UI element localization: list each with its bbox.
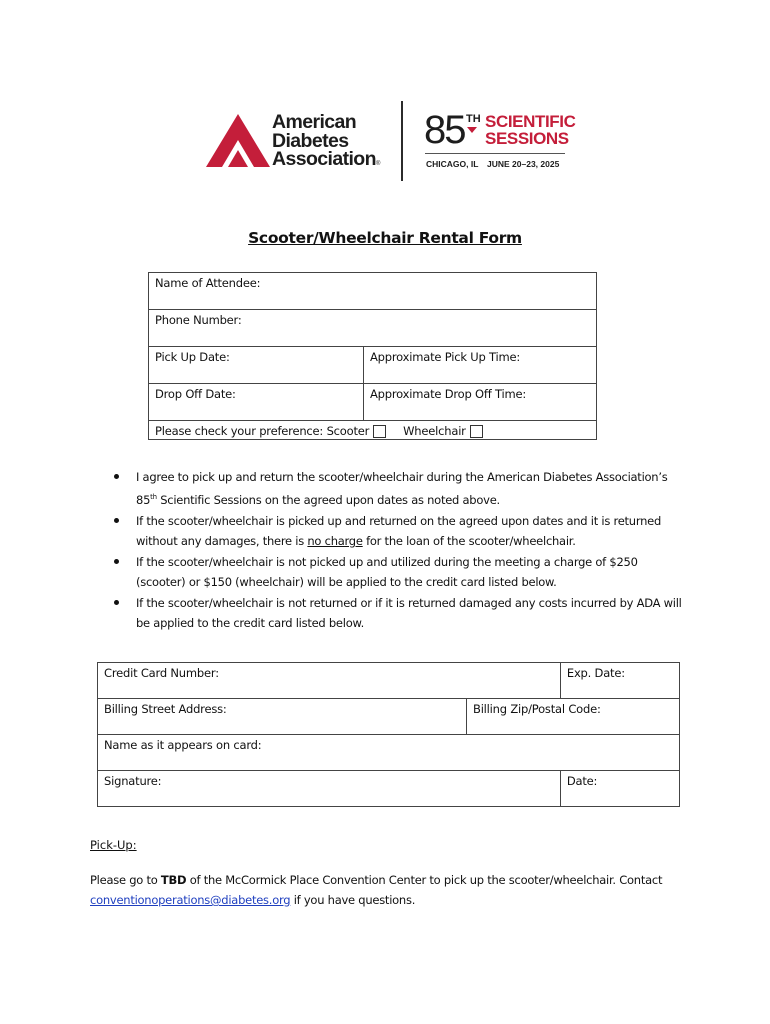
session-location: CHICAGO, IL xyxy=(426,159,479,169)
phone-number-field[interactable]: Phone Number: xyxy=(149,310,597,347)
list-item: If the scooter/wheelchair is not returned or if it is returned damaged any costs incurred by ADA will be applied to the credit card listed below. xyxy=(112,593,682,633)
card-number-field[interactable]: Credit Card Number: xyxy=(98,663,561,699)
preference-label: Please check your preference: xyxy=(155,424,324,438)
payment-info-table xyxy=(97,662,680,807)
billing-zip-field[interactable]: Billing Zip/Postal Code: xyxy=(467,699,680,735)
billing-street-field[interactable]: Billing Street Address: xyxy=(98,699,467,735)
option-wheelchair-label: Wheelchair xyxy=(403,424,466,438)
session-title: SCIENTIFIC SESSIONS xyxy=(485,112,576,148)
exp-date-field[interactable]: Exp. Date: xyxy=(560,663,679,699)
option-scooter-label: Scooter xyxy=(326,424,370,438)
dropoff-date-field[interactable]: Drop Off Date: xyxy=(149,384,364,421)
header-divider xyxy=(401,101,403,181)
session-dates: JUNE 20–23, 2025 xyxy=(487,159,560,169)
pickup-date-field[interactable]: Pick Up Date: xyxy=(149,347,364,384)
date-field[interactable]: Date: xyxy=(560,771,679,807)
session-chevron-icon xyxy=(467,127,477,133)
pickup-instructions: Please go to TBD of the McCormick Place Convention Center to pick up the scooter/wheelchair. Contact conventionoperations@diabetes.org if you have questions. xyxy=(90,873,663,907)
scooter-checkbox[interactable] xyxy=(373,425,386,438)
attendee-info-table xyxy=(148,272,597,440)
dropoff-time-field[interactable]: Approximate Drop Off Time: xyxy=(364,384,597,421)
list-item: I agree to pick up and return the scooter/wheelchair during the American Diabetes Association’s 85th Scientific Sessions on the agreed upon dates as noted above. xyxy=(112,467,682,510)
terms-list xyxy=(112,467,682,634)
pickup-time-field[interactable]: Approximate Pick Up Time: xyxy=(364,347,597,384)
form-title: Scooter/Wheelchair Rental Form xyxy=(248,229,522,247)
session-rule xyxy=(425,153,565,154)
session-ordinal: TH xyxy=(466,113,481,125)
pickup-heading: Pick-Up: xyxy=(90,838,137,852)
preference-row xyxy=(149,421,597,440)
list-item: If the scooter/wheelchair is not picked up and utilized during the meeting a charge of $250 (scooter) or $150 (wheelchair) will be applied to the credit card listed below. xyxy=(112,552,682,592)
wheelchair-checkbox[interactable] xyxy=(470,425,483,438)
ada-wordmark: American Diabetes Association® xyxy=(272,111,381,170)
list-item: If the scooter/wheelchair is picked up and returned on the agreed upon dates and it is returned without any damages, there is no charge for the loan of the scooter/wheelchair. xyxy=(112,511,682,551)
card-name-field[interactable]: Name as it appears on card: xyxy=(98,735,680,771)
session-number: 85 xyxy=(424,108,465,152)
contact-email-link[interactable]: conventionoperations@diabetes.org xyxy=(90,893,291,907)
attendee-name-field[interactable]: Name of Attendee: xyxy=(149,273,597,310)
signature-field[interactable]: Signature: xyxy=(98,771,561,807)
